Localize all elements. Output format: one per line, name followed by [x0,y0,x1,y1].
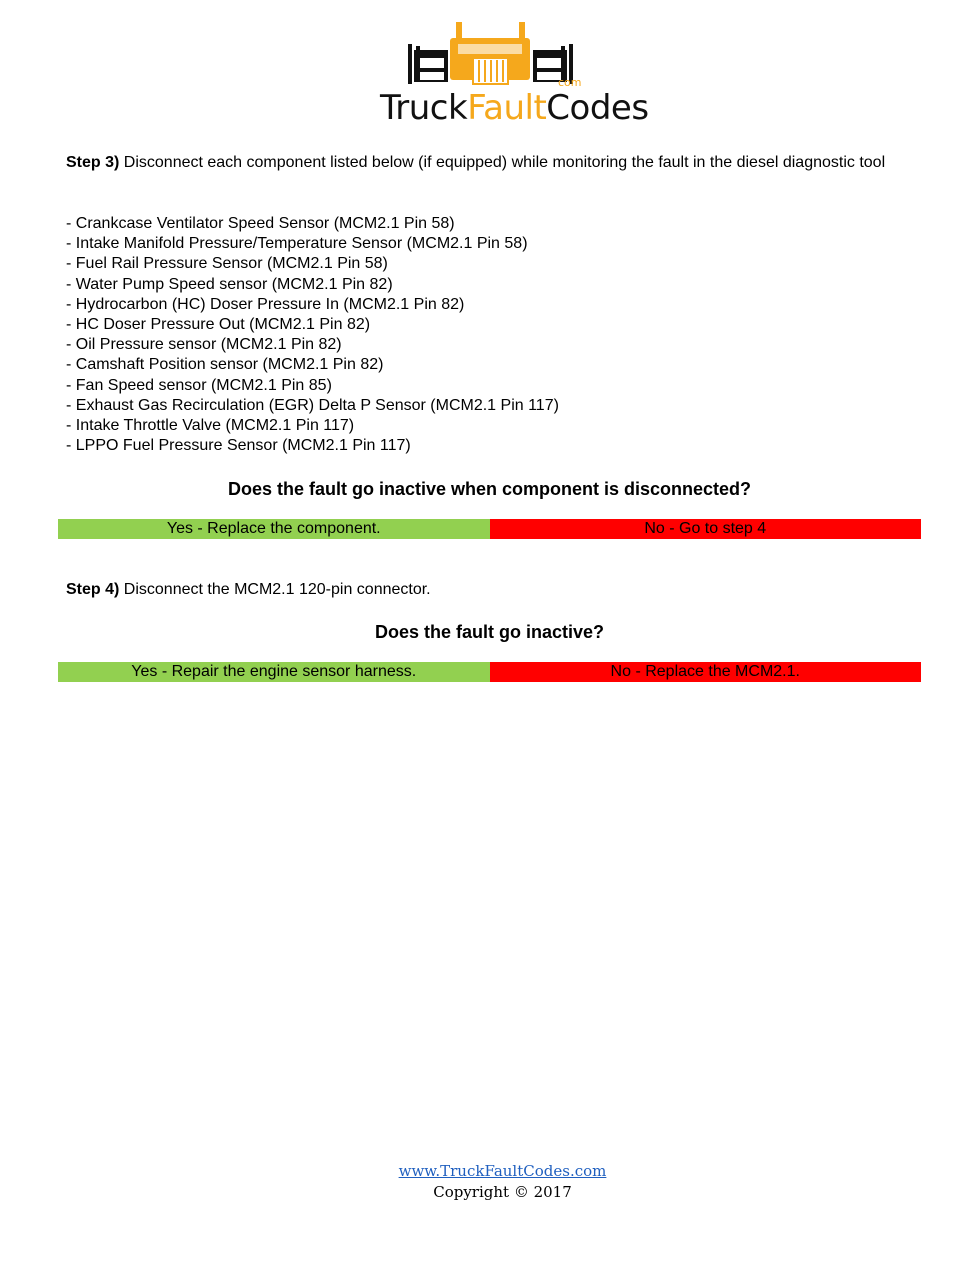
step-3-question: Does the fault go inactive when component is disconnected? [227,479,752,499]
step-4-no-answer: No - Replace the MCM2.1. [490,662,922,682]
list-item: - Camshaft Position sensor (MCM2.1 Pin 82) [66,356,384,374]
step-4-instruction [66,580,926,600]
list-item: - Water Pump Speed sensor (MCM2.1 Pin 82) [66,275,393,293]
step-3-instruction [66,153,926,173]
step-4-text: Disconnect the MCM2.1 120-pin connector. [119,581,431,598]
list-item: - Exhaust Gas Recirculation (EGR) Delta P Sensor (MCM2.1 Pin 117) [66,396,559,414]
list-item: - Crankcase Ventilator Speed Sensor (MCM2.1 Pin 58) [66,215,455,232]
list-item: - HC Doser Pressure Out (MCM2.1 Pin 82) [66,316,371,334]
step-4-label: Step 4) [66,581,120,598]
list-item: - Intake Manifold Pressure/Temperature Sensor (MCM2.1 Pin 58) [66,235,528,253]
footer-copyright: Copyright © 2017 [433,1183,572,1201]
step-3-yes-answer: Yes - Replace the component. [58,519,490,539]
step-4-question: Does the fault go inactive? [374,622,605,642]
footer-website-link[interactable]: www.TruckFaultCodes.com [398,1162,607,1180]
step-3-label: Step 3) [66,154,120,171]
list-item: - Oil Pressure sensor (MCM2.1 Pin 82) [66,336,342,354]
list-item: - Intake Throttle Valve (MCM2.1 Pin 117) [66,417,355,435]
list-item: - LPPO Fuel Pressure Sensor (MCM2.1 Pin 117) [66,437,411,455]
component-list [66,214,559,456]
list-item: - Fan Speed sensor (MCM2.1 Pin 85) [66,376,332,394]
brand-suffix: com [558,76,582,89]
list-item: - Hydrocarbon (HC) Doser Pressure In (MCM2.1 Pin 82) [66,295,465,313]
brand-wordmark: TruckFaultCodes [380,88,649,128]
list-item: - Fuel Rail Pressure Sensor (MCM2.1 Pin 58) [66,255,388,273]
step-4-yes-answer: Yes - Repair the engine sensor harness. [58,662,490,682]
brand-logo [378,20,649,130]
step-3-answer-row [58,519,921,539]
step-3-no-answer: No - Go to step 4 [490,519,922,539]
step-4-answer-row [58,662,921,682]
step-3-text: Disconnect each component listed below (if equipped) while monitoring the fault in the diesel diagnostic tool [119,154,886,171]
